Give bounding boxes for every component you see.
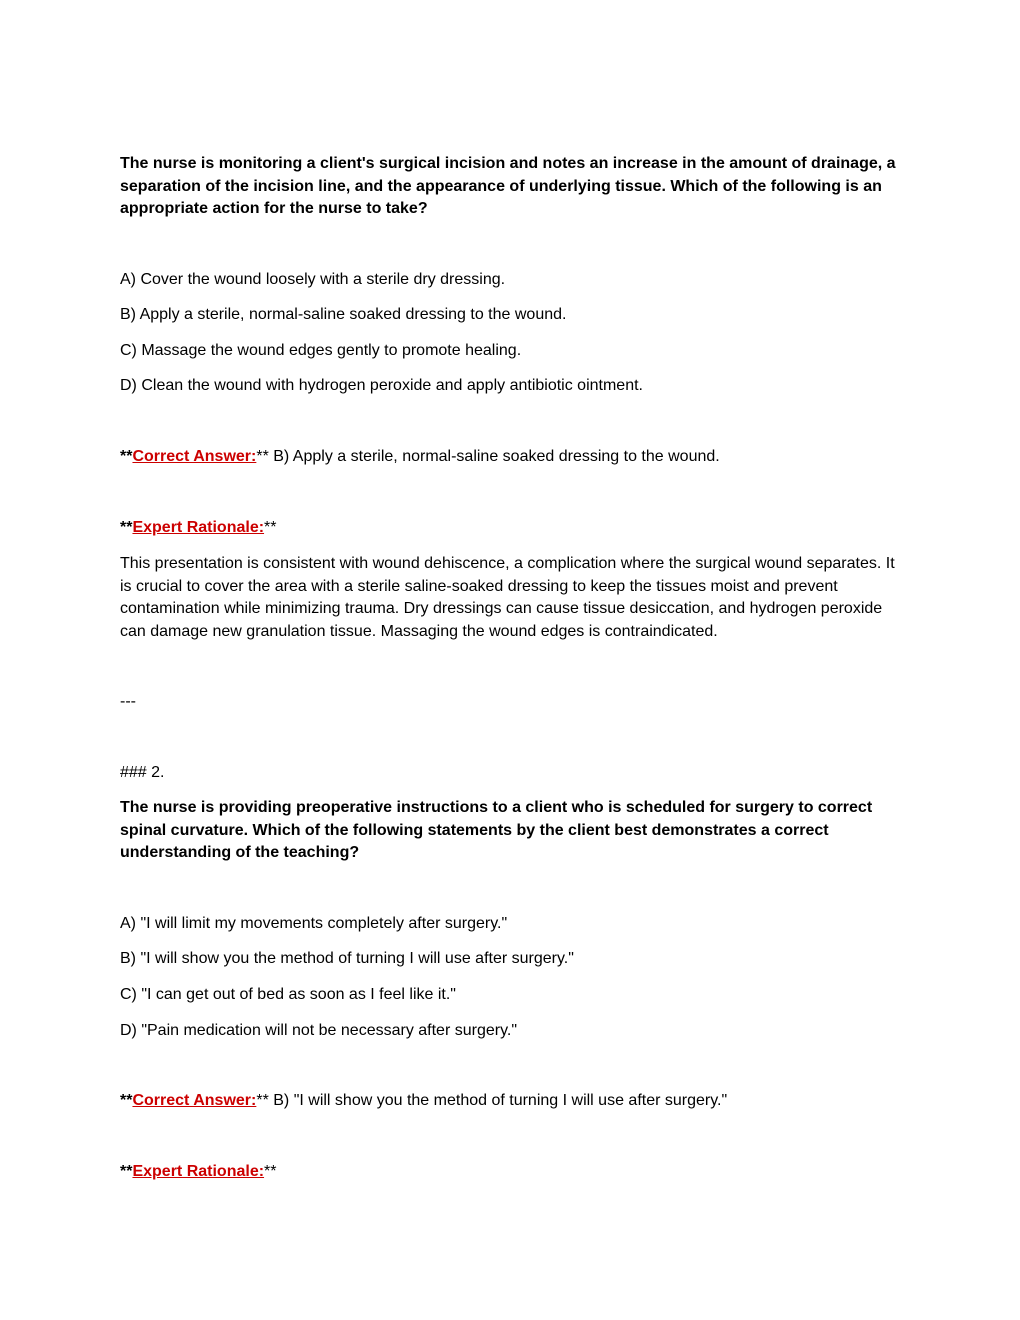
q2-option-c: C) "I can get out of bed as soon as I feel like it." <box>120 986 456 1003</box>
q2-rationale-prefix: ** <box>120 1163 133 1180</box>
q2-rationale-heading <box>120 1161 900 1184</box>
q2-rationale-label: Expert Rationale: <box>132 1163 265 1180</box>
q1-answer-prefix: ** <box>120 448 133 465</box>
separator: --- <box>120 693 136 710</box>
q2-answer-text: ** B) "I will show you the method of turning I will use after surgery." <box>256 1092 728 1109</box>
question-2-heading: ### 2. <box>120 764 165 781</box>
q1-rationale-heading <box>120 517 900 540</box>
question-1-text: The nurse is monitoring a client's surgical incision and notes an increase in the amount of drainage, a separation of the incision line, and the appearance of underlying tissue. Which of the following is an appropriate action for the nurse to take? <box>120 155 896 217</box>
question-2-text: The nurse is providing preoperative instructions to a client who is scheduled for surgery to correct spinal curvature. Which of the following statements by the client best demonstrates a correct understanding of the teaching? <box>120 799 873 861</box>
q1-answer-label: Correct Answer: <box>132 448 257 465</box>
q1-option-a: A) Cover the wound loosely with a sterile dry dressing. <box>120 271 506 288</box>
q2-answer-label: Correct Answer: <box>132 1092 257 1109</box>
q1-option-d: D) Clean the wound with hydrogen peroxide and apply antibiotic ointment. <box>120 377 643 394</box>
q1-option-c: C) Massage the wound edges gently to promote healing. <box>120 342 522 359</box>
q2-rationale-suffix: ** <box>264 1163 277 1180</box>
q1-rationale-text: This presentation is consistent with wound dehiscence, a complication where the surgical wound separates. It is crucial to cover the area with a sterile saline-soaked dressing to keep the tissues moist and prevent contamination while minimizing trauma. Dry dressings can cause tissue desiccation, and hydrogen peroxide can damage new granulation tissue. Massaging the wound edges is contraindicated. <box>120 555 895 640</box>
q1-option-b: B) Apply a sterile, normal-saline soaked dressing to the wound. <box>120 306 567 323</box>
q2-option-d: D) "Pain medication will not be necessary after surgery." <box>120 1022 518 1039</box>
q1-correct-answer <box>120 446 900 469</box>
q2-correct-answer <box>120 1090 900 1113</box>
q1-rationale-suffix: ** <box>264 519 277 536</box>
q2-answer-prefix: ** <box>120 1092 133 1109</box>
q1-answer-text: ** B) Apply a sterile, normal-saline soaked dressing to the wound. <box>256 448 720 465</box>
q2-option-b: B) "I will show you the method of turning I will use after surgery." <box>120 950 574 967</box>
q1-rationale-prefix: ** <box>120 519 133 536</box>
q2-option-a: A) "I will limit my movements completely after surgery." <box>120 915 508 932</box>
q1-rationale-label: Expert Rationale: <box>132 519 265 536</box>
